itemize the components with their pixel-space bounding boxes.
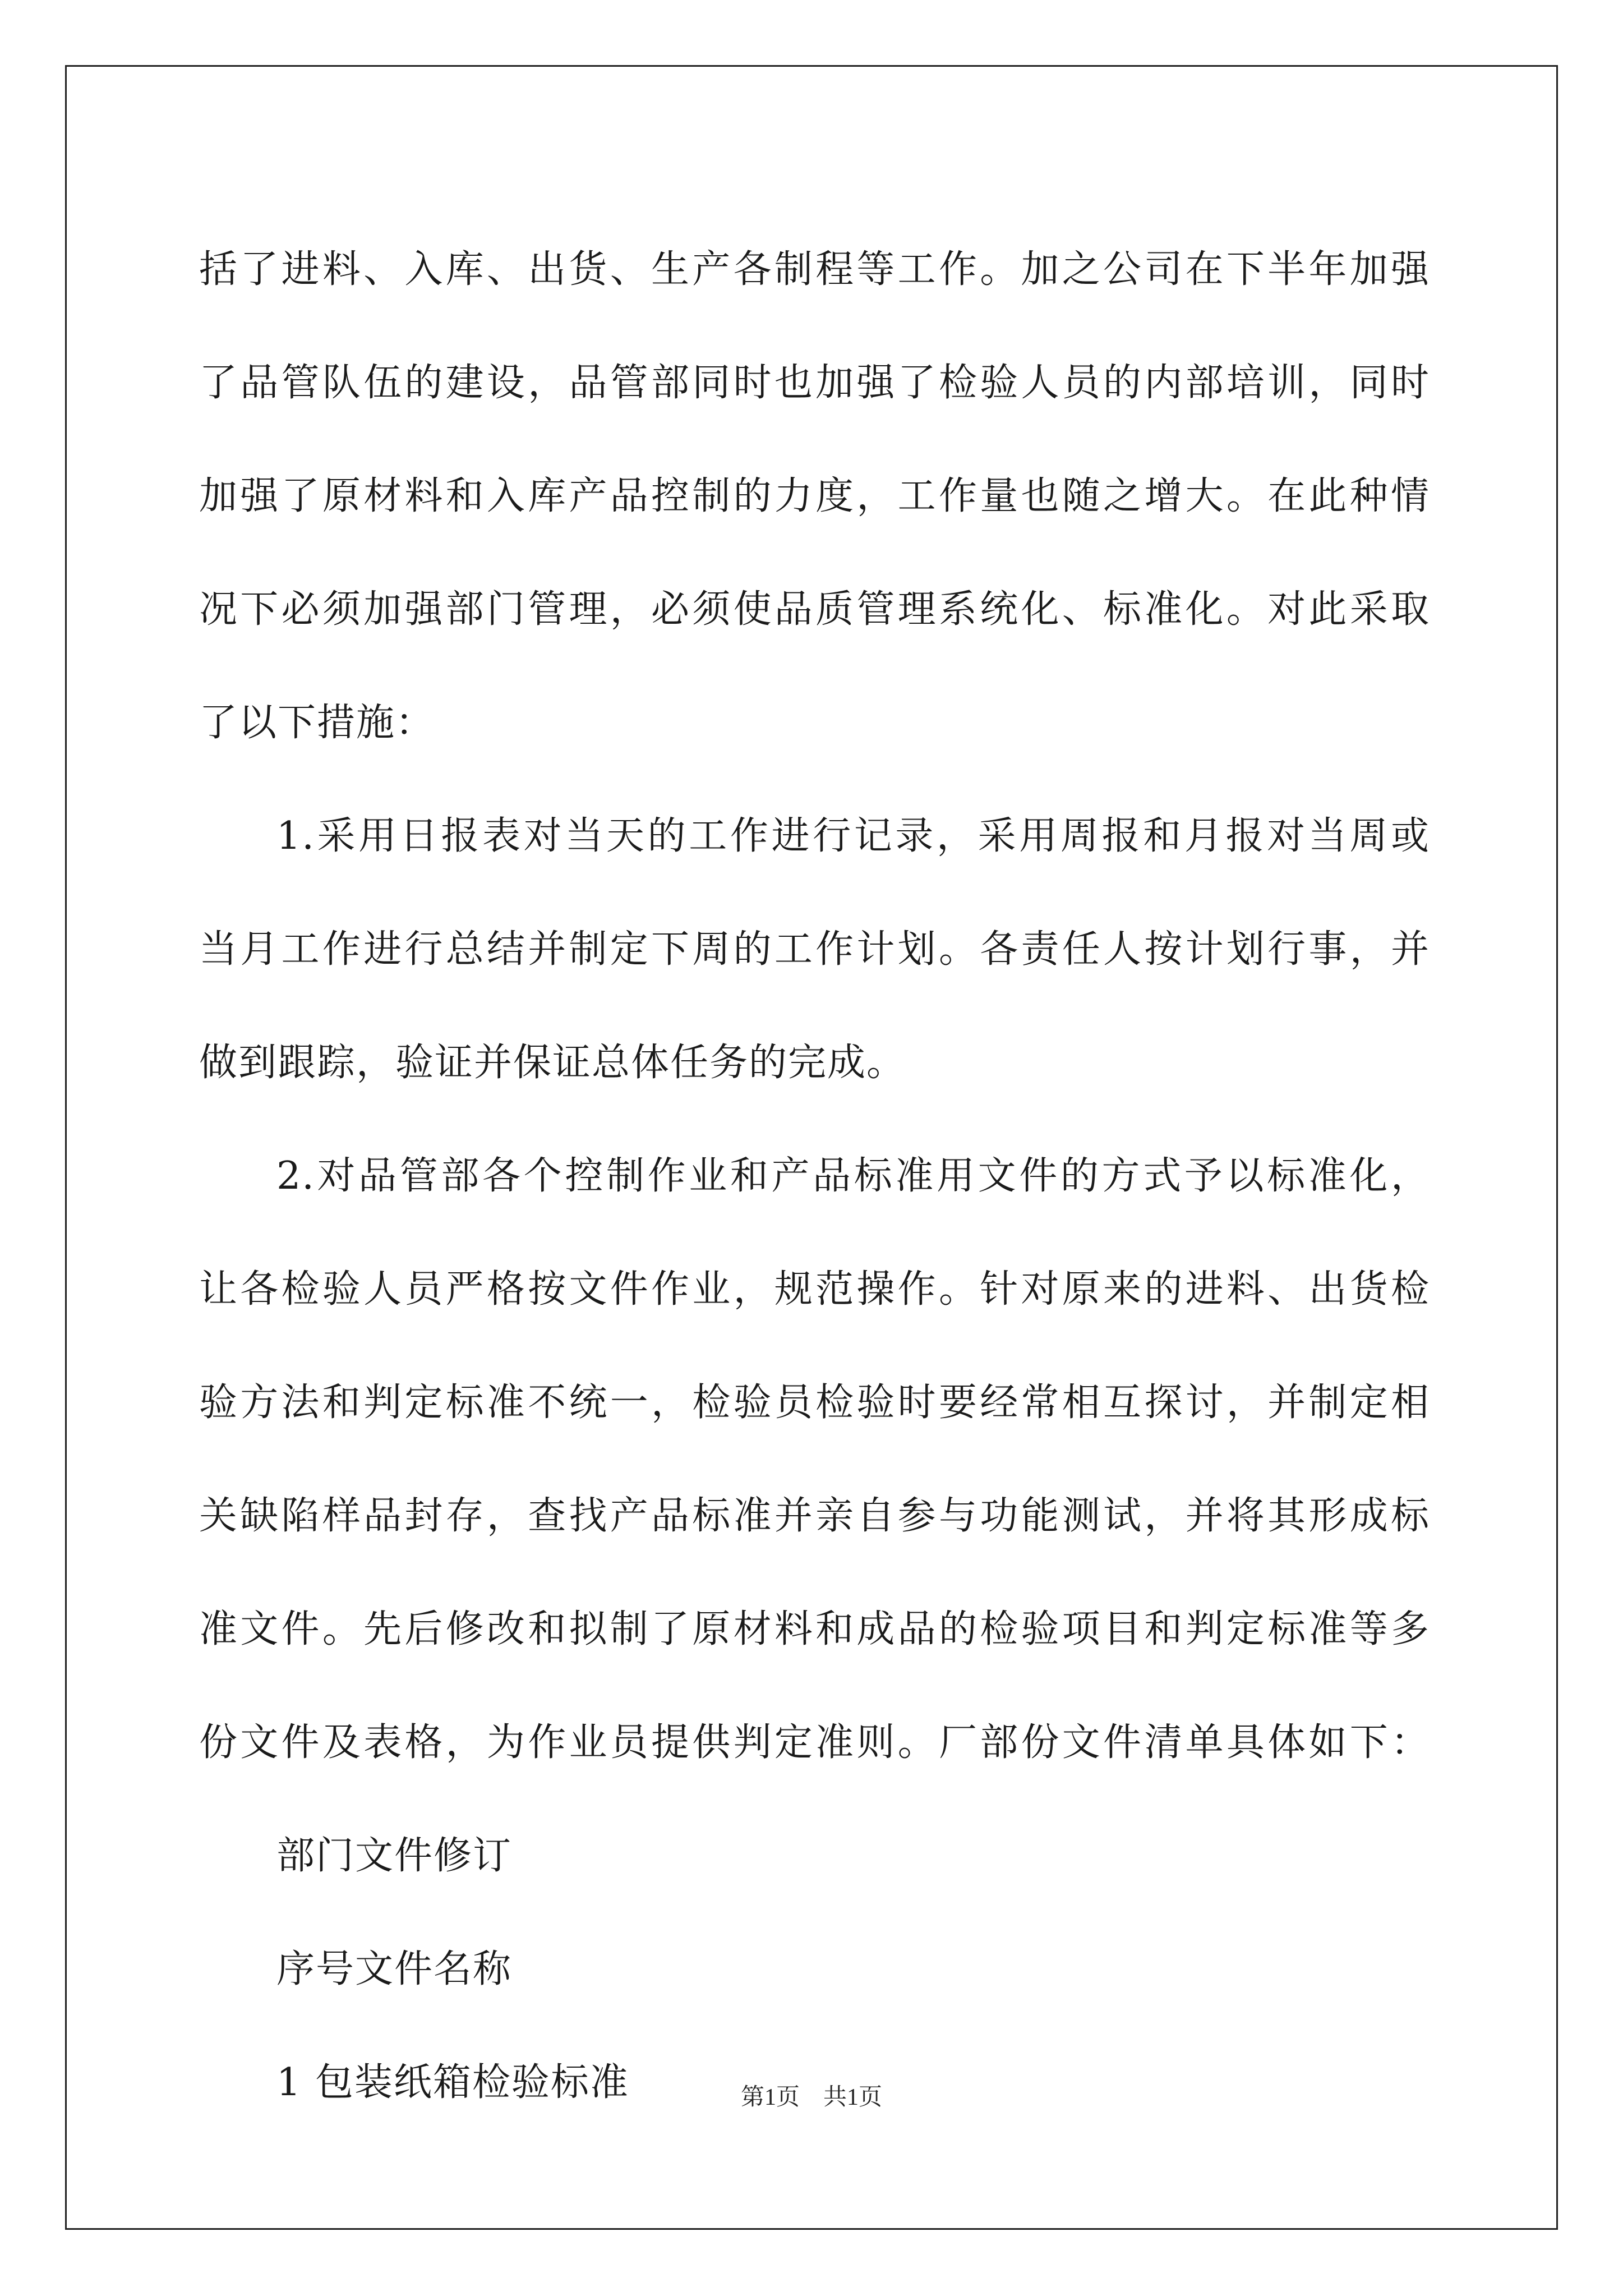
- page-footer: [0, 2078, 1623, 2112]
- paragraph-line: 当月工作进行总结并制定下周的工作计划。各责任人按计划行事，并: [199, 927, 1430, 972]
- document-body: [199, 213, 1430, 2139]
- paragraph-line: 况下必须加强部门管理，必须使品质管理系统化、标准化。对此采取: [199, 587, 1430, 632]
- table-header-line: 序号文件名称: [276, 1947, 513, 1991]
- paragraph-line: 了品管队伍的建设，品管部同时也加强了检验人员的内部培训，同时: [199, 361, 1430, 405]
- section-heading: 部门文件修订: [276, 1834, 513, 1878]
- paragraph-line: 准文件。先后修改和拟制了原材料和成品的检验项目和判定标准等多: [199, 1607, 1430, 1651]
- list-item-2-line: 2.对品管部各个控制作业和产品标准用文件的方式予以标准化，: [276, 1154, 1430, 1198]
- table-row-line: 1 包装纸箱检验标准: [276, 2060, 629, 2105]
- page-number-label: 第1页 共1页: [740, 2085, 882, 2110]
- paragraph-line: 份文件及表格，为作业员提供判定准则。厂部份文件清单具体如下：: [199, 1720, 1430, 1765]
- paragraph-line: 让各检验人员严格按文件作业，规范操作。针对原来的进料、出货检: [199, 1267, 1430, 1312]
- paragraph-line: 做到跟踪，验证并保证总体任务的完成。: [199, 1041, 906, 1085]
- paragraph-line: 加强了原材料和入库产品控制的力度，工作量也随之增大。在此种情: [199, 474, 1430, 518]
- list-item-1-line: 1.采用日报表对当天的工作进行记录，采用周报和月报对当周或: [276, 814, 1430, 858]
- paragraph-line: 了以下措施：: [199, 701, 435, 745]
- paragraph-line: 关缺陷样品封存，查找产品标准并亲自参与功能测试，并将其形成标: [199, 1494, 1430, 1538]
- paragraph-line: 验方法和判定标准不统一，检验员检验时要经常相互探讨，并制定相: [199, 1381, 1430, 1425]
- paragraph-line: 括了进料、入库、出货、生产各制程等工作。加之公司在下半年加强: [199, 247, 1430, 292]
